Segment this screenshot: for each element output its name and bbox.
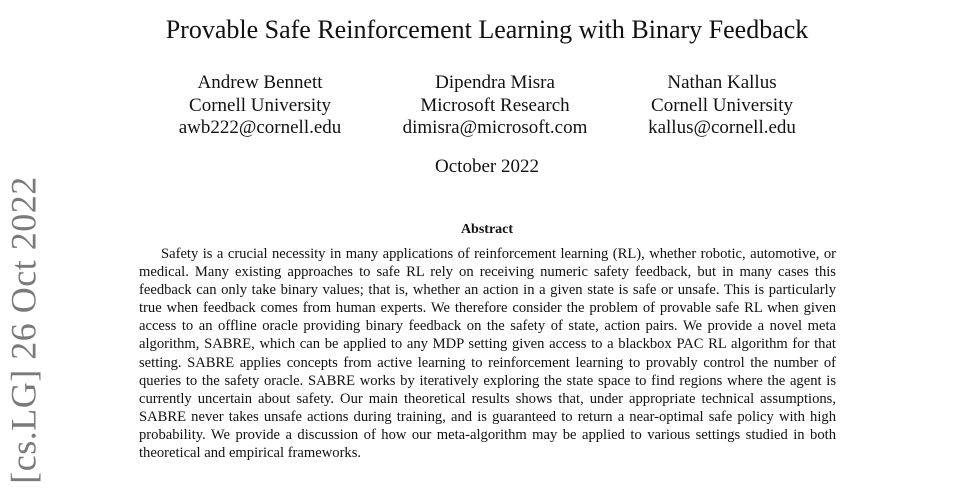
author-name: Andrew Bennett — [197, 72, 323, 93]
publication-date: October 2022 — [435, 156, 539, 177]
author-email: kallus@cornell.edu — [648, 117, 796, 138]
abstract-heading: Abstract — [460, 222, 514, 237]
author-name: Dipendra Misra — [435, 72, 555, 93]
author-email: awb222@cornell.edu — [178, 117, 342, 138]
author-affiliation: Microsoft Research — [420, 94, 570, 116]
author-2 — [403, 72, 588, 140]
abstract-text: Safety is a crucial necessity in many applications of reinforcement learning (RL), whether robotic, automotive, or medical. Many existing approaches to safe RL rely on receiving numeric safety feedback, but in many cases this feedback can only take binary values; that is, whether an action in a given state is safe or unsafe. This is particularly true when feedback comes from human experts. We therefore consider the problem of provable safe RL when given access to an offline oracle providing binary feedback on the safety of state, action pairs. We provide a novel meta algorithm, SABRE, which can be applied to any MDP setting given access to a blackbox PAC RL algorithm for that setting. SABRE applies concepts from active learning to reinforcement learning to provably control the number of queries to the safety oracle. SABRE works by iteratively exploring the state space to find regions where the agent is currently uncertain about safety. Our main theoretical results shows that, under appropriate technical assumptions, SABRE never takes unsafe actions during training, and is guaranteed to return a near-optimal safe policy with high probability. We provide a discussion of how our meta-algorithm may be applied to various settings studied in both theoretical and empirical frameworks. — [139, 246, 836, 462]
author-affiliation: Cornell University — [651, 94, 793, 116]
author-block — [0, 72, 974, 142]
paper-title: Provable Safe Reinforcement Learning with Binary Feedback — [165, 15, 809, 44]
author-1 — [179, 72, 342, 140]
author-affiliation: Cornell University — [189, 94, 331, 116]
author-email: dimisra@microsoft.com — [402, 117, 588, 138]
author-3 — [648, 72, 796, 140]
author-name: Nathan Kallus — [667, 72, 777, 93]
arxiv-stamp-text: [cs.LG] 26 Oct 2022 — [4, 176, 44, 484]
